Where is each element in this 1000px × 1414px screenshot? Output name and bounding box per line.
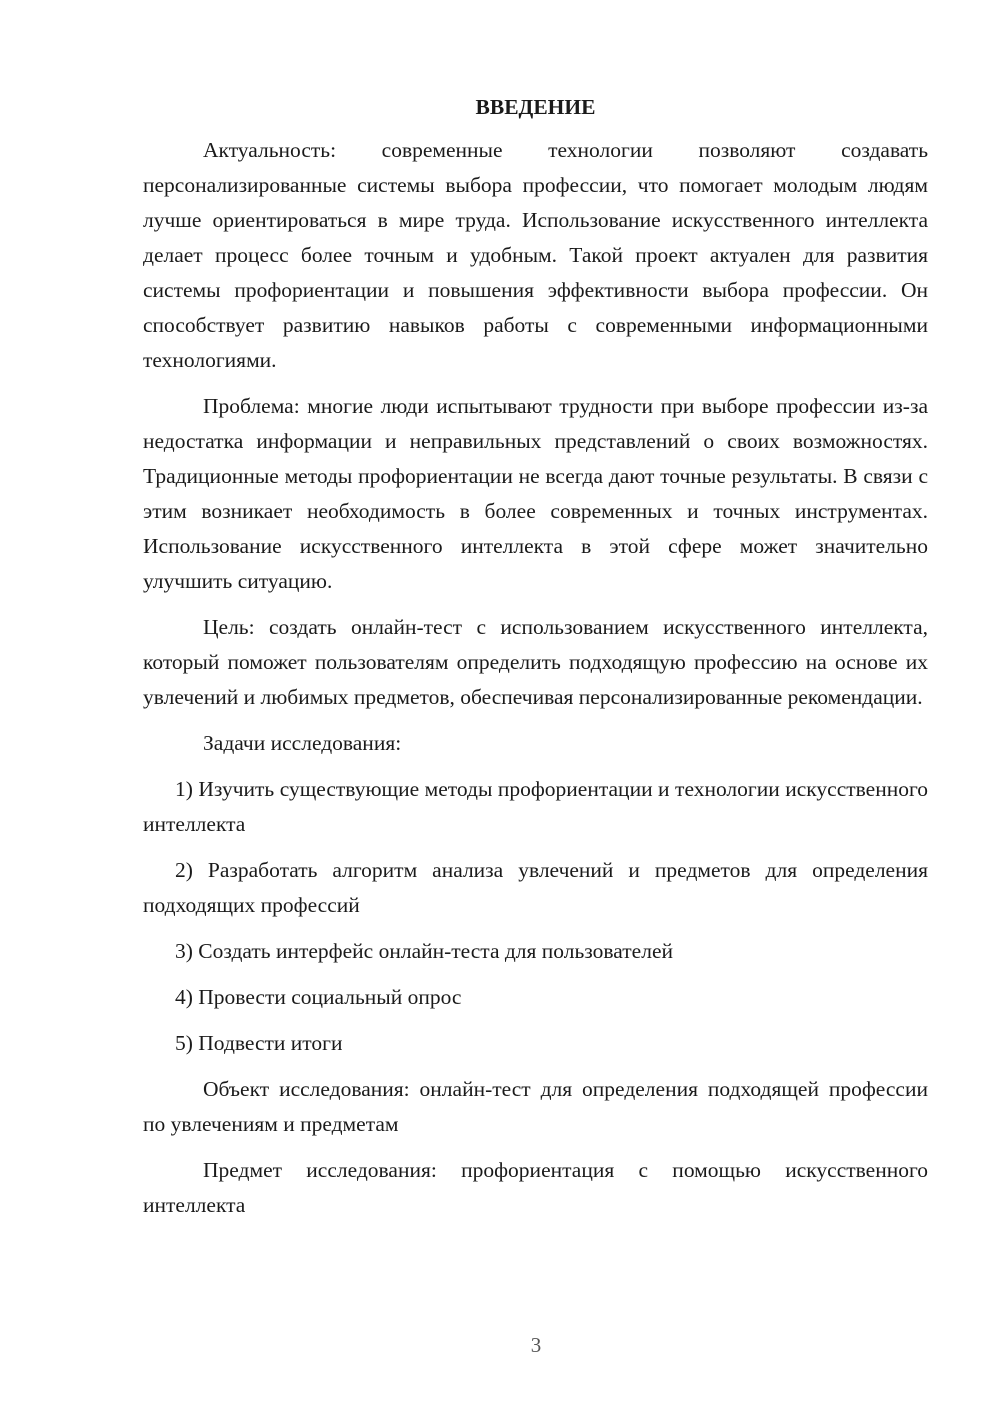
goal-paragraph: Цель: создать онлайн-тест с использованием искусственного интеллекта, который поможет пользователям определить подходящую профессию на основе их увлечений и любимых предметов, обеспечивая персонализированные рекомендации.	[143, 615, 928, 709]
problem-paragraph: Проблема: многие люди испытывают трудности при выборе профессии из-за недостатка информации и неправильных представлений о своих возможностях. Традиционные методы профориентации не всегда дают точные результаты. В связи с этим возникает необходимость в более современных и точных инструментах. Использование искусственного интеллекта в этой сфере может значительно улучшить ситуацию.	[143, 394, 928, 593]
tasks-heading: Задачи исследования:	[203, 731, 402, 755]
relevance-paragraph: Актуальность: современные технологии позволяют создавать персонализированные системы выбора профессии, что помогает молодым людям лучше ориентироваться в мире труда. Использование искусственного интеллекта делает процесс более точным и удобным. Такой проект актуален для развития системы профориентации и повышения эффективности выбора профессии. Он способствует развитию навыков работы с современными информационными технологиями.	[143, 138, 928, 372]
subject-paragraph: Предмет исследования: профориентация с помощью искусственного интеллекта	[143, 1158, 928, 1217]
task-item-3: 3) Создать интерфейс онлайн-теста для пользователей	[175, 939, 673, 963]
object-paragraph: Объект исследования: онлайн-тест для определения подходящей профессии по увлечениям и предметам	[143, 1077, 928, 1136]
task-item-1: 1) Изучить существующие методы профориентации и технологии искусственного интеллекта	[143, 777, 928, 836]
task-item-4: 4) Провести социальный опрос	[175, 985, 462, 1009]
task-item-2: 2) Разработать алгоритм анализа увлечений и предметов для определения подходящих профессий	[143, 858, 928, 917]
task-item-5: 5) Подвести итоги	[175, 1031, 343, 1055]
page-number: 3	[530, 1333, 542, 1357]
section-title: ВВЕДЕНИЕ	[475, 95, 596, 119]
document-page	[143, 90, 928, 1234]
